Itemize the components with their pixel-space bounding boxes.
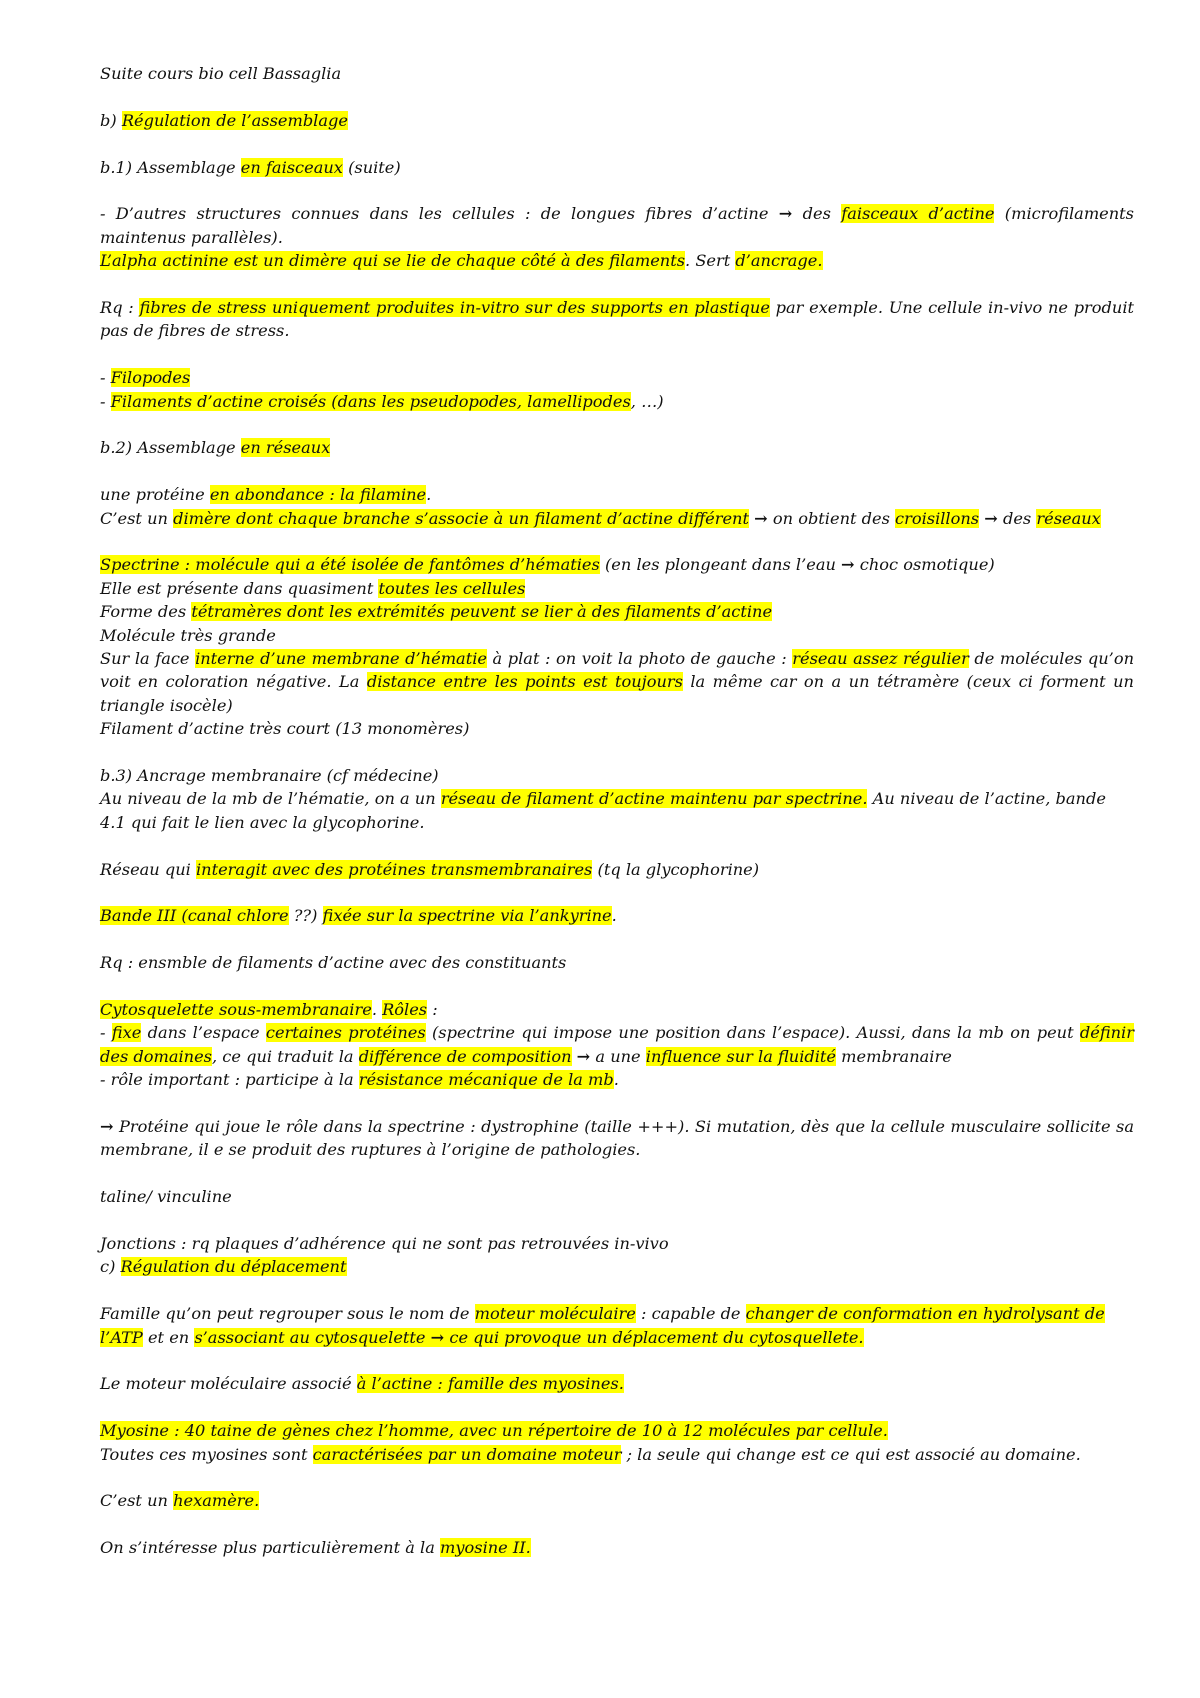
plain-text: par exemple. Une cellule in-vivo ne produit pas de fibres de stress.	[100, 298, 1135, 341]
text-line	[100, 787, 1134, 834]
text-line	[100, 1255, 1134, 1278]
plain-text: Elle est présente dans quasiment	[100, 578, 379, 598]
plain-text: Jonctions : rq plaques d’adhérence qui ne sont pas retrouvées in-vivo	[100, 1234, 669, 1254]
text-line	[100, 647, 1134, 717]
text-line	[100, 717, 1134, 740]
highlighted-text: L’alpha actinine est un dimère qui se lie de chaque côté à des filaments	[100, 251, 686, 271]
plain-text: Filament d’actine très court (13 monomères)	[100, 719, 470, 739]
plain-text: Protéine qui joue le rôle dans la spectrine : dystrophine (taille +++). Si mutation, dès que la cellule musculaire sollicite sa membrane, il e se produit des ruptures à l’origine de pathologies.	[100, 1117, 1134, 1160]
plain-text: :	[427, 1000, 438, 1020]
highlighted-text: Bande III (canal chlore	[100, 906, 289, 926]
highlighted-text: en réseaux	[240, 438, 331, 458]
blank-line	[100, 881, 1134, 904]
blank-line	[100, 179, 1134, 202]
plain-text: .	[613, 1070, 619, 1090]
plain-text: C’est un	[100, 508, 174, 528]
highlighted-text: dimère dont chaque branche s’associe à un filament d’actine différent	[173, 508, 749, 528]
plain-text: des	[997, 508, 1037, 528]
arrow-icon: →	[754, 508, 768, 528]
plain-text: , …)	[630, 391, 664, 411]
text-line	[100, 366, 1134, 389]
text-line	[100, 1489, 1134, 1512]
blank-line	[100, 1162, 1134, 1185]
arrow-icon: →	[100, 1117, 114, 1137]
blank-line	[100, 85, 1134, 108]
plain-text: On s’intéresse plus particulièrement à la	[100, 1538, 441, 1558]
highlighted-text: résistance mécanique de la mb	[358, 1070, 614, 1090]
text-line	[100, 1302, 1134, 1349]
plain-text: Le moteur moléculaire associé	[100, 1374, 357, 1394]
plain-text: la même car on a un tétramère (ceux ci forment un triangle isocèle)	[100, 672, 1134, 715]
arrow-icon: →	[778, 204, 793, 224]
plain-text: Rq : ensmble de filaments d’actine avec des constituants	[100, 953, 567, 973]
text-line	[100, 1419, 1134, 1442]
plain-text: Toutes ces myosines sont	[100, 1444, 313, 1464]
highlighted-text: définir des domaines	[100, 1023, 1134, 1066]
plain-text: Forme des	[100, 602, 192, 622]
plain-text: des	[792, 204, 842, 224]
highlighted-text: Cytosquelette sous-membranaire	[100, 1000, 372, 1020]
plain-text: et en	[142, 1327, 195, 1347]
highlighted-text: réseau de filament d’actine maintenu par spectrine.	[440, 789, 868, 809]
plain-text: .	[371, 1000, 383, 1020]
plain-text: choc osmotique)	[854, 555, 995, 575]
plain-text: Sur la face	[100, 649, 196, 669]
blank-line	[100, 343, 1134, 366]
plain-text: (en les plongeant dans l’eau	[599, 555, 842, 575]
plain-text: -	[100, 391, 111, 411]
blank-line	[100, 460, 1134, 483]
blank-line	[100, 1209, 1134, 1232]
highlighted-text: Rôles	[382, 1000, 428, 1020]
highlighted-text: réseau assez régulier	[792, 649, 969, 669]
text-line	[100, 436, 1134, 459]
text-line	[100, 904, 1134, 927]
text-line	[100, 156, 1134, 179]
highlighted-text: moteur moléculaire	[474, 1304, 636, 1324]
blank-line	[100, 928, 1134, 951]
text-line	[100, 62, 1134, 85]
text-line	[100, 507, 1134, 530]
highlighted-text: faisceaux d’actine	[841, 204, 995, 224]
highlighted-text: distance entre les points est toujours	[366, 672, 683, 692]
text-line	[100, 858, 1134, 881]
highlighted-text: s’associant au cytosquelette	[194, 1327, 431, 1347]
highlighted-text: Régulation du déplacement	[120, 1257, 347, 1277]
plain-text: b.1) Assemblage	[100, 157, 241, 177]
text-line	[100, 1068, 1134, 1091]
text-line	[100, 553, 1134, 576]
plain-text: (microfilaments maintenus parallèles).	[100, 204, 1134, 247]
blank-line	[100, 132, 1134, 155]
highlighted-text: caractérisées par un domaine moteur	[312, 1444, 622, 1464]
text-line	[100, 1115, 1134, 1162]
plain-text: une protéine	[100, 485, 210, 505]
highlighted-text: ce qui provoque un déplacement du cytosquellete.	[444, 1327, 864, 1347]
blank-line	[100, 834, 1134, 857]
blank-line	[100, 1466, 1134, 1489]
plain-text: Réseau qui	[100, 859, 196, 879]
highlighted-text: différence de composition	[358, 1046, 572, 1066]
text-line	[100, 998, 1134, 1021]
text-line	[100, 109, 1134, 132]
arrow-icon: →	[576, 1046, 591, 1066]
plain-text: b)	[100, 110, 122, 130]
highlighted-text: toutes les cellules	[378, 578, 526, 598]
plain-text: dans l’espace	[141, 1023, 266, 1043]
plain-text: -	[100, 368, 111, 388]
text-line	[100, 951, 1134, 974]
plain-text: C’est un	[100, 1491, 174, 1511]
plain-text: Au niveau de la mb de l’hématie, on a un	[100, 789, 441, 809]
document-page	[100, 62, 1134, 1560]
highlighted-text: influence sur la fluidité	[645, 1046, 837, 1066]
blank-line	[100, 1092, 1134, 1115]
plain-text: . Sert	[685, 251, 736, 271]
plain-text: ; la seule qui change est ce qui est associé au domaine.	[621, 1444, 1081, 1464]
highlighted-text: d’ancrage.	[735, 251, 823, 271]
highlighted-text: interne d’une membrane d’hématie	[195, 649, 487, 669]
plain-text: b.2) Assemblage	[100, 438, 241, 458]
highlighted-text: Filaments d’actine croisés (dans les pseudopodes, lamellipodes	[110, 391, 631, 411]
highlighted-text: Myosine : 40 taine de gènes chez l’homme, avec un répertoire de 10 à 12 molécules par cellule.	[100, 1421, 888, 1441]
arrow-icon: →	[430, 1327, 445, 1347]
highlighted-text: en faisceaux	[240, 157, 343, 177]
highlighted-text: à l’actine : famille des myosines.	[356, 1374, 624, 1394]
text-line	[100, 1372, 1134, 1395]
plain-text: (tq la glycophorine)	[592, 859, 760, 879]
plain-text: - rôle important : participe à la	[100, 1070, 359, 1090]
highlighted-text: Régulation de l’assemblage	[121, 110, 348, 130]
highlighted-text: fixe	[111, 1023, 142, 1043]
plain-text: de molécules qu’on voit en coloration négative. La	[100, 649, 1134, 692]
highlighted-text: interagit avec des protéines transmembranaires	[196, 859, 593, 879]
plain-text: ??)	[288, 906, 323, 926]
plain-text: on obtient des	[767, 508, 896, 528]
text-line	[100, 1185, 1134, 1208]
plain-text: .	[426, 485, 432, 505]
blank-line	[100, 413, 1134, 436]
plain-text: : capable de	[635, 1304, 746, 1324]
blank-line	[100, 273, 1134, 296]
text-line	[100, 202, 1134, 249]
plain-text: b.3) Ancrage membranaire (cf médecine)	[100, 766, 439, 786]
text-line	[100, 483, 1134, 506]
plain-text: taline/ vinculine	[100, 1187, 232, 1207]
text-line	[100, 1021, 1134, 1068]
plain-text: a une	[590, 1046, 646, 1066]
highlighted-text: Filopodes	[110, 368, 191, 388]
blank-line	[100, 1349, 1134, 1372]
plain-text: -	[100, 1023, 112, 1043]
plain-text: c)	[100, 1257, 121, 1277]
plain-text: Molécule très grande	[100, 625, 276, 645]
arrow-icon: →	[841, 555, 855, 575]
highlighted-text: fixée sur la spectrine via l’ankyrine	[322, 906, 612, 926]
highlighted-text: fibres de stress uniquement produites in-vitro sur des supports en plastique	[139, 298, 770, 317]
highlighted-text: tétramères dont les extrémités peuvent se lier à des filaments d’actine	[191, 602, 773, 622]
text-line	[100, 624, 1134, 647]
highlighted-text: certaines protéines	[265, 1023, 426, 1043]
plain-text: (suite)	[342, 157, 401, 177]
plain-text: , ce qui traduit la	[212, 1046, 359, 1066]
text-line	[100, 1443, 1134, 1466]
blank-line	[100, 1279, 1134, 1302]
blank-line	[100, 975, 1134, 998]
text-line	[100, 249, 1134, 272]
plain-text: à plat : on voit la photo de gauche :	[486, 649, 793, 669]
blank-line	[100, 530, 1134, 553]
text-line	[100, 1536, 1134, 1559]
plain-text: .	[611, 906, 617, 926]
plain-text: Famille qu’on peut regrouper sous le nom de	[100, 1304, 475, 1324]
highlighted-text: changer de conformation en hydrolysant de l’ATP	[100, 1304, 1105, 1347]
plain-text: Suite cours bio cell Bassaglia	[100, 64, 342, 83]
blank-line	[100, 1396, 1134, 1419]
text-line	[100, 600, 1134, 623]
plain-text: (spectrine qui impose une position dans l’espace). Aussi, dans la mb on peut	[425, 1023, 1080, 1043]
plain-text: - D’autres structures connues dans les cellules : de longues fibres d’actine	[100, 204, 779, 224]
highlighted-text: en abondance : la filamine	[209, 485, 427, 505]
text-line	[100, 296, 1134, 343]
plain-text: membranaire	[836, 1046, 952, 1066]
plain-text: Au niveau de l’actine, bande 4.1 qui fait le lien avec la glycophorine.	[100, 789, 1106, 832]
text-line	[100, 577, 1134, 600]
text-line	[100, 764, 1134, 787]
text-line	[100, 1232, 1134, 1255]
highlighted-text: hexamère.	[173, 1491, 260, 1511]
highlighted-text: réseaux	[1036, 508, 1101, 528]
blank-line	[100, 1513, 1134, 1536]
arrow-icon: →	[984, 508, 998, 528]
highlighted-text: Spectrine : molécule qui a été isolée de fantômes d’hématies	[100, 555, 600, 575]
highlighted-text: croisillons	[895, 508, 980, 528]
highlighted-text: myosine II.	[440, 1538, 531, 1558]
blank-line	[100, 741, 1134, 764]
text-line	[100, 390, 1134, 413]
plain-text: Rq :	[100, 298, 140, 317]
